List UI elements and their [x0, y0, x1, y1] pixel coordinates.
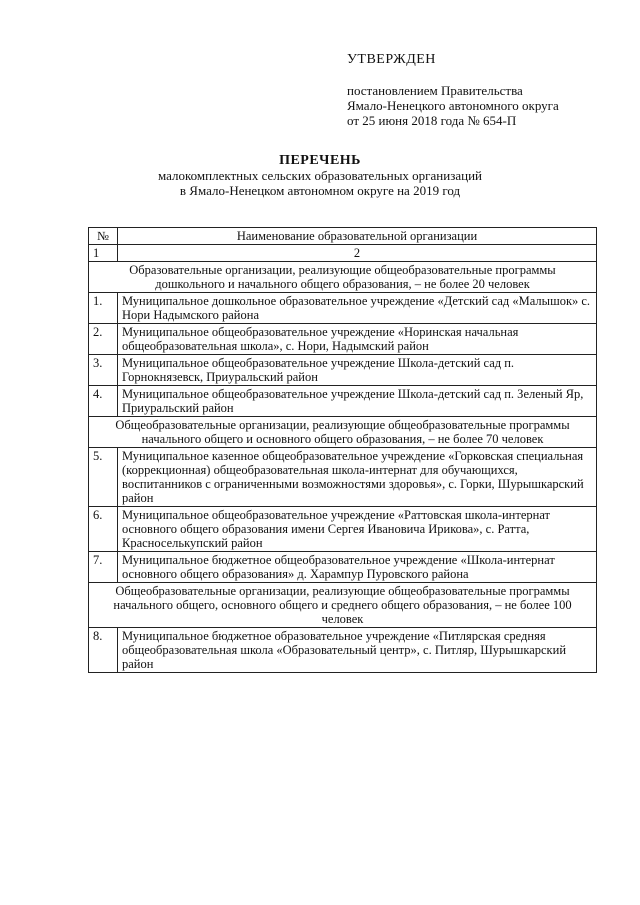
column-number-row — [89, 245, 597, 262]
organization-name: Муниципальное бюджетное общеобразовательное учреждение «Школа-интернат основного общего образования» д. Харампур Пуровского района — [118, 552, 597, 583]
organization-name: Муниципальное общеобразовательное учреждение Школа-детский сад п. Горнокнязевск, Приуральский район — [118, 355, 597, 386]
organization-name: Муниципальное общеобразовательное учреждение «Раттовская школа-интернат основного общего образования имени Сергея Ивановича Ирикова», с. Ратта, Красноселькупский район — [118, 507, 597, 552]
table-row — [89, 507, 597, 552]
section-row — [89, 262, 597, 293]
section-title: Образовательные организации, реализующие общеобразовательные программы дошкольного и начального общего образования, – не более 20 человек — [89, 262, 597, 293]
document-subtitle-line: в Ямало-Ненецком автономном округе на 2019 год — [179, 183, 461, 198]
organization-name: Муниципальное казенное общеобразовательное учреждение «Горковская специальная (коррекционная) общеобразовательная школа-интернат для обучающихся, воспитанников с ограниченными возможностями здоровья», с. Горки, Шурышкарский район — [118, 448, 597, 507]
section-title: Общеобразовательные организации, реализующие общеобразовательные программы начального общего, основного общего и среднего общего образования, – не более 100 человек — [89, 583, 597, 628]
column-header-number: № — [89, 228, 118, 245]
table-header-row — [89, 228, 597, 245]
row-number: 8. — [89, 628, 118, 673]
section-title: Общеобразовательные организации, реализующие общеобразовательные программы начального общего и основного общего образования, – не более 70 человек — [89, 417, 597, 448]
table-row — [89, 324, 597, 355]
approval-title: УТВЕРЖДЕН — [347, 52, 436, 67]
approval-block — [347, 52, 627, 128]
approval-line: от 25 июня 2018 года № 654-П — [347, 113, 517, 128]
row-number: 6. — [89, 507, 118, 552]
row-number: 3. — [89, 355, 118, 386]
section-row — [89, 583, 597, 628]
table-row — [89, 552, 597, 583]
table-row — [89, 386, 597, 417]
table-row — [89, 293, 597, 324]
row-number: 5. — [89, 448, 118, 507]
document-heading — [60, 153, 580, 198]
organization-name: Муниципальное общеобразовательное учреждение «Норинская начальная общеобразовательная школа», с. Нори, Надымский район — [118, 324, 597, 355]
organizations-table — [88, 227, 597, 673]
row-number: 2. — [89, 324, 118, 355]
document-title: ПЕРЕЧЕНЬ — [279, 153, 361, 168]
section-row — [89, 417, 597, 448]
approval-line: постановлением Правительства — [347, 83, 523, 98]
column-number: 2 — [118, 245, 597, 262]
table-row — [89, 628, 597, 673]
column-header-name: Наименование образовательной организации — [118, 228, 597, 245]
document-subtitle-line: малокомплектных сельских образовательных организаций — [158, 168, 482, 183]
table-row — [89, 448, 597, 507]
approval-line: Ямало-Ненецкого автономного округа — [347, 98, 559, 113]
column-number: 1 — [89, 245, 118, 262]
organization-name: Муниципальное дошкольное образовательное учреждение «Детский сад «Малышок» с. Нори Надымского района — [118, 293, 597, 324]
row-number: 1. — [89, 293, 118, 324]
table-row — [89, 355, 597, 386]
organization-name: Муниципальное общеобразовательное учреждение Школа-детский сад п. Зеленый Яр, Приуральский район — [118, 386, 597, 417]
row-number: 7. — [89, 552, 118, 583]
row-number: 4. — [89, 386, 118, 417]
organization-name: Муниципальное бюджетное образовательное учреждение «Питлярская средняя общеобразовательная школа «Образовательный центр», с. Питляр, Шурышкарский район — [118, 628, 597, 673]
